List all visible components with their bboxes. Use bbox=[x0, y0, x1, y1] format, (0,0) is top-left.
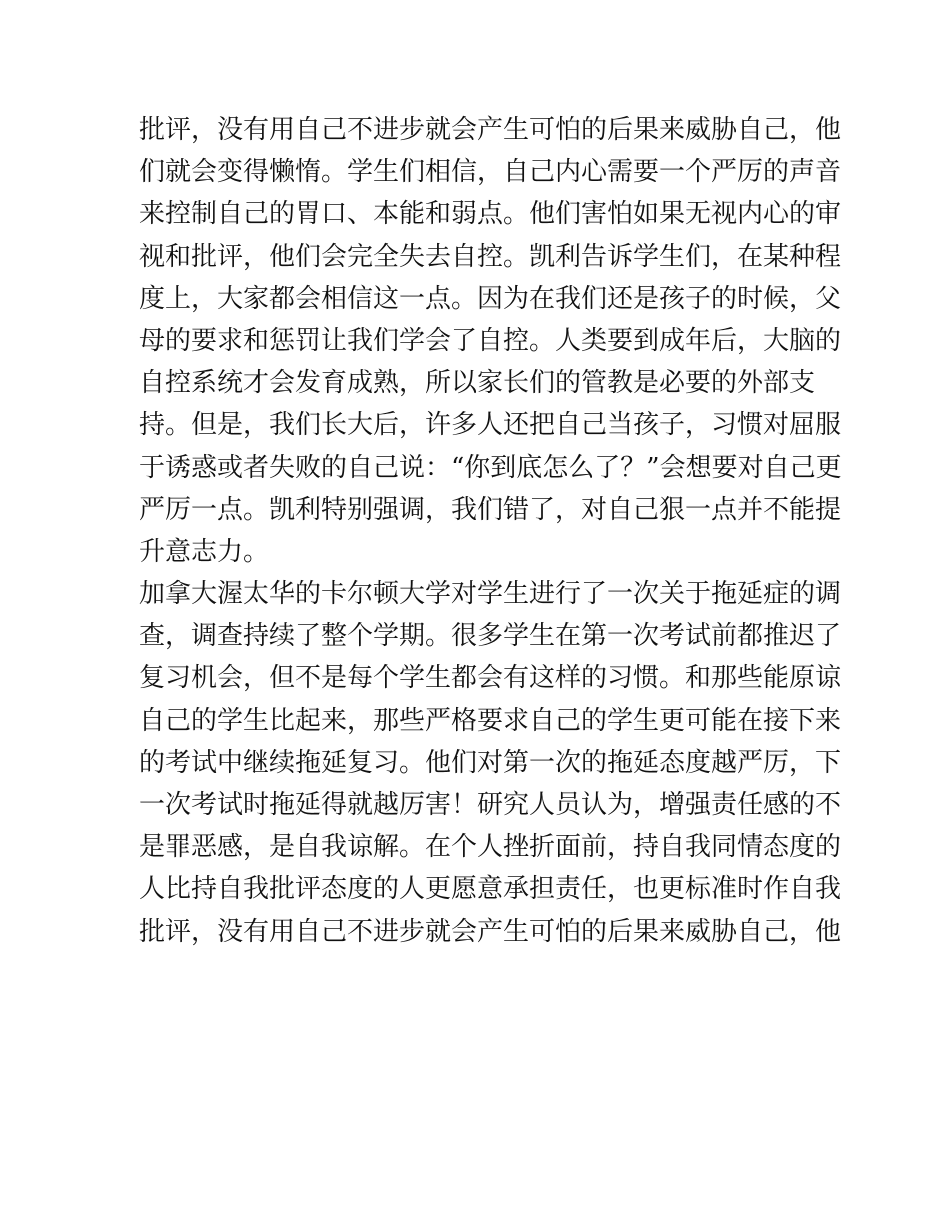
text-line: 加拿大渥太华的卡尔顿大学对学生进行了一次关于拖延症的调 bbox=[139, 579, 842, 610]
text-line: 度上，大家都会相信这一点。因为在我们还是孩子的时候，父 bbox=[139, 283, 842, 314]
text-line: 人比持自我批评态度的人更愿意承担责任，也更标准时作自我 bbox=[139, 874, 842, 905]
text-line: 升意志力。 bbox=[139, 536, 270, 567]
text-line: 严厉一点。凯利特别强调，我们错了，对自己狠一点并不能提 bbox=[139, 494, 842, 525]
text-line: 于诱惑或者失败的自己说：“你到底怎么了？”会想要对自己更 bbox=[139, 452, 842, 483]
text-line: 自己的学生比起来，那些严格要求自己的学生更可能在接下来 bbox=[139, 705, 842, 736]
text-line: 视和批评，他们会完全失去自控。凯利告诉学生们，在某种程 bbox=[139, 241, 842, 272]
text-line: 是罪恶感，是自我谅解。在个人挫折面前，持自我同情态度的 bbox=[139, 832, 842, 863]
text-line: 母的要求和惩罚让我们学会了自控。人类要到成年后，大脑的 bbox=[139, 325, 842, 356]
text-line: 们就会变得懒惰。学生们相信，自己内心需要一个严厉的声音 bbox=[139, 157, 842, 188]
text-line: 复习机会，但不是每个学生都会有这样的习惯。和那些能原谅 bbox=[139, 663, 842, 694]
text-line: 自控系统才会发育成熟，所以家长们的管教是必要的外部支 bbox=[139, 368, 816, 399]
text-line: 批评，没有用自己不进步就会产生可怕的后果来威胁自己，他 bbox=[139, 115, 842, 145]
text-line: 一次考试时拖延得就越厉害！研究人员认为，增强责任感的不 bbox=[139, 790, 842, 820]
text-line: 来控制自己的胃口、本能和弱点。他们害怕如果无视内心的审 bbox=[139, 199, 842, 230]
body-text bbox=[139, 109, 842, 953]
text-line: 批评，没有用自己不进步就会产生可怕的后果来威胁自己，他 bbox=[139, 916, 842, 947]
text-line: 持。但是，我们长大后，许多人还把自己当孩子，习惯对屈服 bbox=[139, 410, 842, 441]
text-line: 查，调查持续了整个学期。很多学生在第一次考试前都推迟了 bbox=[139, 621, 842, 652]
text-line: 的考试中继续拖延复习。他们对第一次的拖延态度越严厉，下 bbox=[139, 747, 842, 778]
